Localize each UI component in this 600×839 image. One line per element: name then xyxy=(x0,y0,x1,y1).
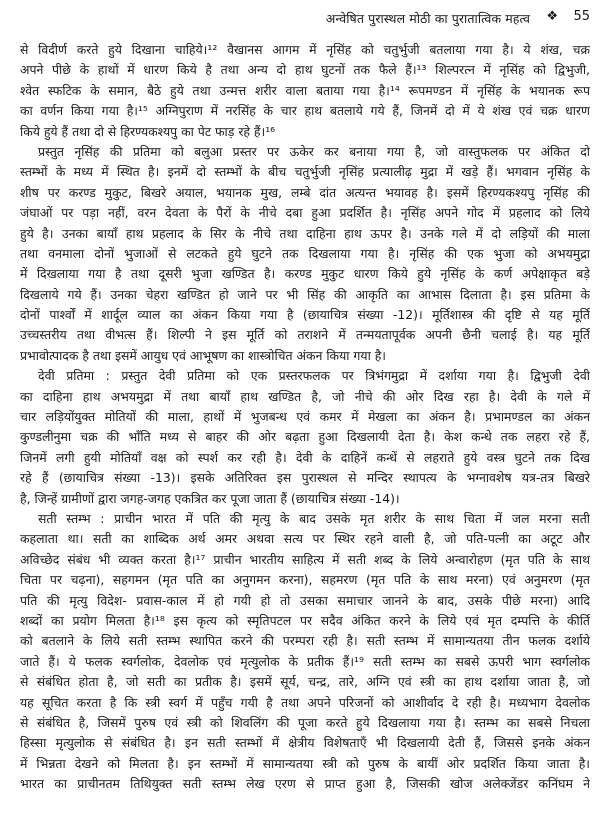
text-line: यह सूचित करता है कि स्त्री स्वर्ग में पहुँच गयी है तथा अपने परिजनों को आशीर्वाद दे रही है। मध्यभाग देवलोक xyxy=(20,694,590,710)
text-line: का दाहिना हाथ अभयमुद्रा में तथा बायाँ हाथ खण्डित है, जो नीचे की ओर दिख रहा है। देवी के गले में xyxy=(20,388,590,404)
text-line: भारत का प्राचीनतम तिथियुक्त सती स्तम्भ लेख एरण से प्राप्त हुआ है, जिसकी खोज अलेक्जेंडर कनिंघम ने xyxy=(20,776,590,792)
text-line: शब्दों का प्रयोग मिलता है।¹⁸ इस कृत्य को स्मृतिपटल पर सदैव अंकित करने के लिये एवं मृत दम्पत्ति के कीर्ति xyxy=(20,612,590,628)
text-line: सती स्तम्भ : प्राचीन भारत में पति की मृत्यु के बाद उसके मृत शरीर के साथ चिता में जल मरना सती xyxy=(38,510,590,526)
text-line: प्रभावोत्पादक है तथा इसमें आयुध एवं आभूषण का शास्त्रोचित अंकन किया गया है। xyxy=(20,347,386,363)
text-line: कुण्डलीनुमा चक्र की भाँति मध्य से बाहर की ओर बढ़ता हुआ दिखलायी देता है। केश कन्धे तक लहरा रहे हैं, xyxy=(20,429,590,445)
body-text xyxy=(20,40,590,794)
text-line: पति की मृत्यु विदेश- प्रवास-काल में हो गयी हो तो उसका समाचार जानने के बाद, उसके पीछे मरना) आदि xyxy=(20,592,590,608)
text-line: में दिखलाया गया है तथा दूसरी भुजा खण्डित है। करण्ड मुकुट धारण किये हुये नृसिंह के कर्ण अपेक्षाकृत बड़े xyxy=(20,266,590,282)
ornament-bullet-icon: ❖ xyxy=(546,9,558,24)
running-header xyxy=(0,8,600,30)
text-line: से संबंधित है, जिसमें पुरुष एवं स्त्री को शिवलिंग की पूजा करते हुये दिखलाया गया है। स्तम्भ का सबसे निचला xyxy=(20,714,590,730)
text-line: तथा वनमाला दोनों भुजाओं से लटकते हुये घुटने तक दिखलाया गया है। नृसिंह की एक भुजा को अभयमुद्रा xyxy=(20,245,590,261)
text-line: शीष पर करण्ड मुकुट, बिखरे अयाल, भयानक मुख, लम्बे दांत अत्यन्त भयावह है। इसमें हिरण्यकश्यपु नृसिंह की xyxy=(20,184,590,200)
text-line: प्रस्तुत नृसिंह की प्रतिमा को बलुआ प्रस्तर पर ऊकेर कर बनाया गया है, जो वास्तुफलक पर अंकित दो xyxy=(38,143,590,159)
text-line: अपने पीछे के हाथों में धारण किये है तथा अन्य दो हाथ घुटनों तक फैले हैं।¹³ शिल्परत्न में नृसिंह को द्विभुजी, xyxy=(20,62,590,78)
text-line: स्तम्भों के मध्य में स्थित है। इनमें दो स्तम्भों के बीच चतुर्भुजी नृसिंह प्रत्यालीढ़ मुद्रा में खड़े हैं। भगवान नृसिंह के xyxy=(20,164,590,180)
text-line: हिस्सा मृत्युलोक से संबंधित है। इन सती स्तम्भों में क्षेत्रीय विशेषताएँ भी दिखलायी देती हैं, जिससे इनके अंकन xyxy=(20,735,590,751)
text-line: दोनों पार्श्वों में शार्दूल व्याल का अंकन किया गया है (छायाचित्र संख्या -12)। मूर्तिशास्त्र की दृष्टि से यह मूर्ति xyxy=(20,307,590,323)
text-line: देवी प्रतिमा : प्रस्तुत देवी प्रतिमा को एक प्रस्तरफलक पर त्रिभंगमुद्रा में दर्शाया गया है। द्विभुजी देवी xyxy=(38,368,590,384)
text-line: कहलाता था। सती का शाब्दिक अर्थ अमर अथवा सत्य पर स्थिर रहने वाली है, जो पति-पत्नी का अटूट और xyxy=(20,531,590,547)
text-line: चार लड़ियोंयुक्त मोतियों की माला, हाथों में भुजबन्ध एवं कमर में मेखला का अंकन है। प्रभामण्डल का अंकन xyxy=(20,409,590,425)
page-number: 55 xyxy=(573,9,590,24)
text-line: रहे हैं (छायाचित्र संख्या -13)। इसके अतिरिक्त इस पुरास्थल से मन्दिर स्थापत्य के भग्नावशेष यत्र-तत्र बिखरे xyxy=(20,470,590,486)
text-line: जाते हैं। ये फलक स्वर्गलोक, देवलोक एवं मृत्युलोक के प्रतीक हैं।¹⁹ सती स्तम्भ का सबसे ऊपरी भाग स्वर्गलोक xyxy=(20,653,590,669)
text-line: में भिन्नता देखने को मिलता है। इन स्तम्भों में सामान्यतया स्त्री को पुरुष के बायीं ओर प्रदर्शित किया जाता है। xyxy=(20,755,590,771)
text-line: जंघाओं पर पड़ा नहीं, वरन देवता के पैरों के नीचे दबा हुआ प्रदर्शित है। नृसिंह अपने गोद में प्रहलाद को लिये xyxy=(20,205,590,221)
text-line: दिखलाये गये हैं। उनका चेहरा खण्डित हो जाने पर भी सिंह की आकृति का आभास दिलाता है। इस प्रतिमा के xyxy=(20,286,590,302)
text-line: है, जिन्हें ग्रामीणों द्वारा जगह-जगह एकत्रित कर पूजा जाता हैं (छायाचित्र संख्या -14)। xyxy=(20,490,400,506)
text-line: चिता पर चढ़ना), सहगमन (मृत पति का अनुगमन करना), सहमरण (मृत पति के साथ मरना) एवं अनुमरण (मृत xyxy=(20,572,590,588)
running-title: अन्वेषित पुरास्थल मोठी का पुरातात्विक महत्व xyxy=(325,11,530,26)
text-line: श्वेत स्फटिक के समान, बैठे हुये तथा उन्मत्त शरीर वाला बताया गया है।¹⁴ रूपमण्डन में नृसिंह के भयानक रूप xyxy=(20,82,590,98)
text-line: से संबंधित होता है, जो सती का प्रतीक है। इसमें सूर्य, चन्द्र, तारे, अग्नि एवं स्त्री का हाथ दर्शाया जाता है, जो xyxy=(20,674,590,690)
text-line: हुये है। उनका बायाँ हाथ प्रहलाद के सिर के नीचे तथा दाहिना हाथ ऊपर है। उनके गले में दो लड़ियों की माला xyxy=(20,225,590,241)
text-line: से विदीर्ण करते हुये दिखाना चाहिये।¹² वैखानस आगम में नृसिंह को चतुर्भुजी बतलाया गया है। ये शंख, चक्र xyxy=(20,42,590,57)
text-line: अविच्छेद संबंध भी व्यक्त करता है।¹⁷ प्राचीन भारतीय साहित्य में सती शब्द के लिये अन्वारोहण (मृत पति के साथ xyxy=(20,551,590,567)
text-line: उच्चस्तरीय तथा वीभत्स हैं। शिल्पी ने इस मूर्ति को तराशने में तन्मयतापूर्वक अपनी छैनी चलाई है। यह मूर्ति xyxy=(20,327,590,343)
text-line: किये हुये हैं तथा दो से हिरण्यकश्यपु का पेट फाड़ रहे हैं।¹⁶ xyxy=(20,123,276,139)
text-line: जिनमें लगी हुयी मोतियाँ वक्ष को स्पर्श कर रही है। देवी के दाहिनें कन्धें से लहराते हुये वस्त्र घुटने तक दिख xyxy=(20,449,590,465)
text-line: को बतलाने के लिये सती स्तम्भ स्थापित करने की परम्परा रही है। सती स्तम्भ में सामान्यतया तीन फलक दर्शाये xyxy=(20,633,590,649)
text-line: का वर्णन किया गया है।¹⁵ अग्निपुराण में नरसिंह के चार हाथ बतलाये गये हैं, जिनमें दो में ये शंख एवं चक्र धारण xyxy=(20,103,590,119)
